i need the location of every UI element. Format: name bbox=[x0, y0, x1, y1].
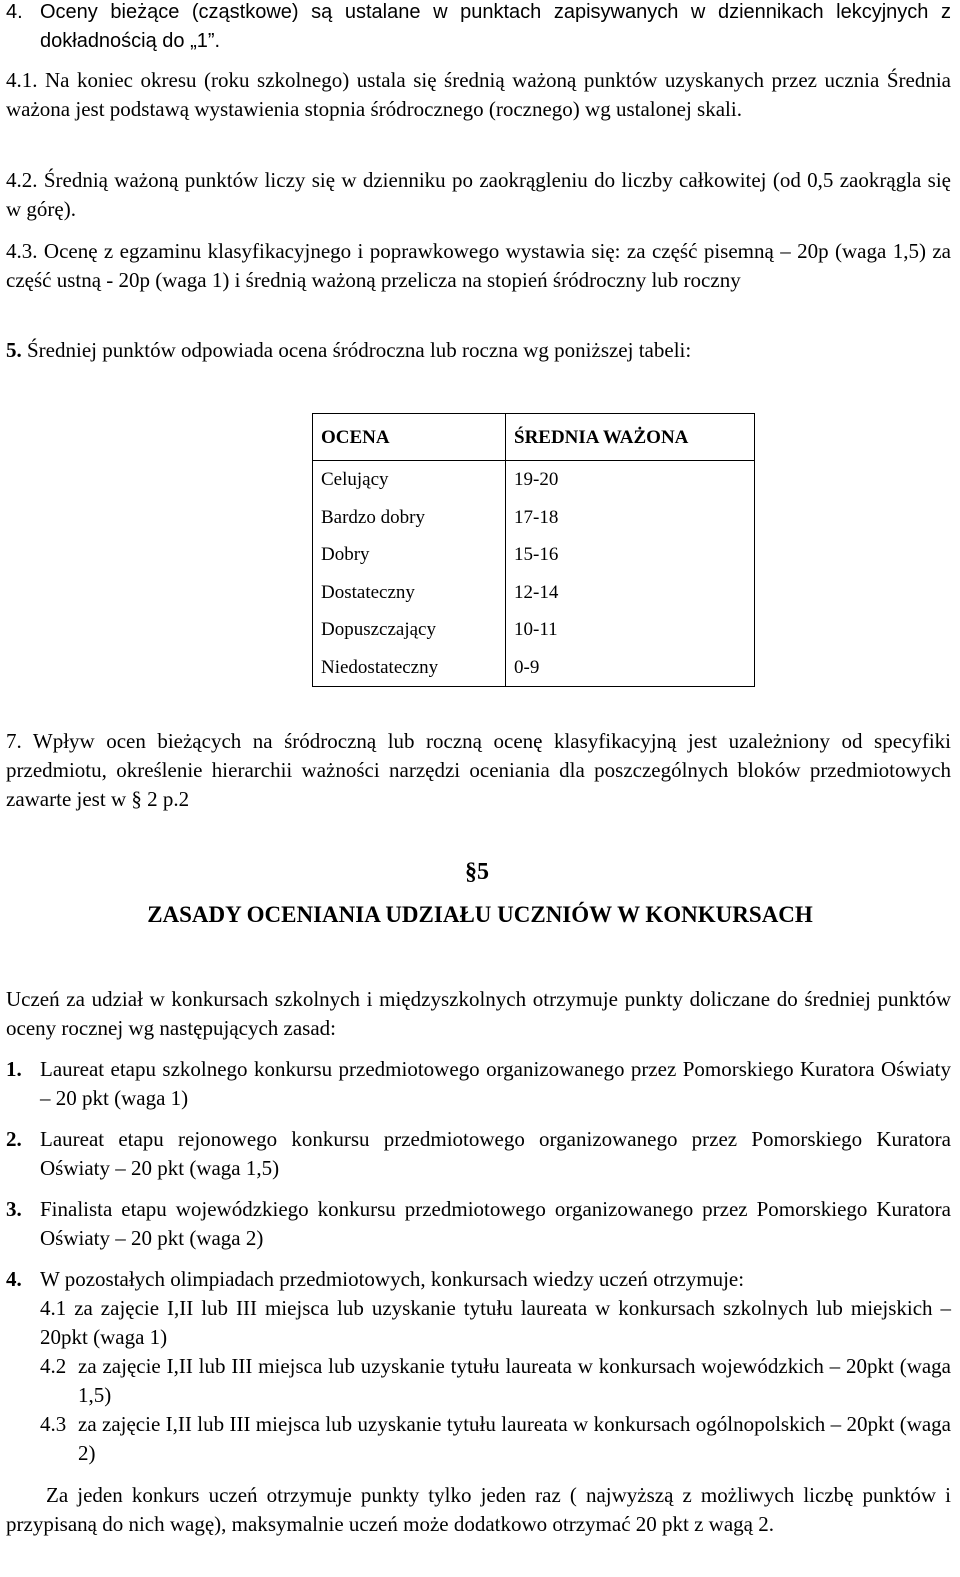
grade-cell: Dobry bbox=[313, 536, 506, 574]
item-5-text: Średniej punktów odpowiada ocena śródroczna lub roczna wg poniższej tabeli: bbox=[27, 338, 692, 362]
table-row bbox=[313, 649, 755, 687]
intro-paragraph: Uczeń za udział w konkursach szkolnych i międzyszkolnych otrzymuje punkty doliczane do średniej punktów oceny rocznej wg następujących zasad: bbox=[6, 987, 951, 1040]
sub-item-text: za zajęcie I,II lub III miejsca lub uzyskanie tytułu laureata w konkursach wojewódzkich – 20pkt (waga 1,5) bbox=[78, 1354, 951, 1407]
sub-item-number: 4.3 bbox=[40, 1412, 67, 1436]
list-item bbox=[6, 1055, 951, 1113]
item-5 bbox=[6, 336, 951, 365]
table-row bbox=[313, 499, 755, 537]
item-4-3: 4.3. Ocenę z egzaminu klasyfikacyjnego i poprawkowego wystawia się: za część pisemną – 20p (waga 1,5) za część ustną - 20p (waga 1) i średnią ważoną przelicza na stopień śródroczny lub roczny bbox=[6, 239, 951, 292]
grades-table bbox=[312, 413, 755, 687]
list-item-number: 4. bbox=[6, 1267, 22, 1291]
list-item-text: Laureat etapu rejonowego konkursu przedmiotowego organizowanego przez Pomorskiego Kuratora Oświaty – 20 pkt (waga 1,5) bbox=[40, 1127, 951, 1180]
item-4-text: Oceny bieżące (cząstkowe) są ustalane w punktach zapisywanych w dziennikach lekcyjnych z dokładnością do „1”. bbox=[40, 1, 951, 52]
item-4-number: 4. bbox=[6, 1, 23, 23]
closing-paragraph: Za jeden konkurs uczeń otrzymuje punkty tylko jeden raz ( najwyższą z możliwych liczbę punktów i przypisaną do nich wagę), maksymalnie uczeń może dodatkowo otrzymać 20 pkt z wagą 2. bbox=[6, 1483, 951, 1536]
range-cell: 10-11 bbox=[506, 611, 755, 649]
header-srednia: ŚREDNIA WAŻONA bbox=[506, 414, 755, 461]
list-item-number: 2. bbox=[6, 1127, 22, 1151]
list-item bbox=[6, 1265, 951, 1294]
item-4-2: 4.2. Średnią ważoną punktów liczy się w dzienniku po zaokrągleniu do liczby całkowitej (od 0,5 zaokrągla się w górę). bbox=[6, 168, 951, 221]
table-header-row bbox=[313, 414, 755, 461]
range-cell: 15-16 bbox=[506, 536, 755, 574]
list-item-text: W pozostałych olimpiadach przedmiotowych, konkursach wiedzy uczeń otrzymuje: bbox=[40, 1267, 745, 1291]
sub-item-text: za zajęcie I,II lub III miejsca lub uzyskanie tytułu laureata w konkursach ogólnopolskich – 20pkt (waga 2) bbox=[78, 1412, 951, 1465]
section-sign: §5 bbox=[465, 859, 489, 885]
range-cell: 0-9 bbox=[506, 649, 755, 687]
range-cell: 19-20 bbox=[506, 461, 755, 499]
table-row bbox=[313, 611, 755, 649]
table-row bbox=[313, 461, 755, 499]
item-7: 7. Wpływ ocen bieżących na śródroczną lub roczną ocenę klasyfikacyjną jest uzależniony od specyfiki przedmiotu, określenie hierarchii ważności narzędzi oceniania dla poszczególnych bloków przedmiotowych zawarte jest w § 2 p.2 bbox=[6, 729, 951, 811]
grade-cell: Dopuszczający bbox=[313, 611, 506, 649]
range-cell: 12-14 bbox=[506, 574, 755, 612]
range-cell: 17-18 bbox=[506, 499, 755, 537]
table-row bbox=[313, 574, 755, 612]
list-item-text: Finalista etapu wojewódzkiego konkursu przedmiotowego organizowanego przez Pomorskiego Kuratora Oświaty – 20 pkt (waga 2) bbox=[40, 1197, 951, 1250]
item-5-number: 5. bbox=[6, 338, 22, 362]
section-title: ZASADY OCENIANIA UDZIAŁU UCZNIÓW W KONKURSACH bbox=[147, 902, 813, 927]
sub-item-4-3 bbox=[40, 1410, 951, 1468]
list-item-number: 1. bbox=[6, 1057, 22, 1081]
item-4 bbox=[6, 0, 951, 56]
grade-cell: Dostateczny bbox=[313, 574, 506, 612]
list-item-number: 3. bbox=[6, 1197, 22, 1221]
grade-cell: Celujący bbox=[313, 461, 506, 499]
sub-item-4-1: 4.1 za zajęcie I,II lub III miejsca lub uzyskanie tytułu laureata w konkursach szkolnych lub miejskich – 20pkt (waga 1) bbox=[40, 1296, 951, 1349]
grade-cell: Bardzo dobry bbox=[313, 499, 506, 537]
list-item bbox=[6, 1195, 951, 1253]
header-ocena: OCENA bbox=[313, 414, 506, 461]
grade-cell: Niedostateczny bbox=[313, 649, 506, 687]
list-item-text: Laureat etapu szkolnego konkursu przedmiotowego organizowanego przez Pomorskiego Kuratora Oświaty – 20 pkt (waga 1) bbox=[40, 1057, 951, 1110]
sub-item-4-2 bbox=[40, 1352, 951, 1410]
list-item bbox=[6, 1125, 951, 1183]
sub-item-number: 4.2 bbox=[40, 1354, 67, 1378]
item-4-1: 4.1. Na koniec okresu (roku szkolnego) ustala się średnią ważoną punktów uzyskanych przez ucznia Średnia ważona jest podstawą wystawienia stopnia śródrocznego (rocznego) wg ustalonej skali. bbox=[6, 68, 951, 121]
table-row bbox=[313, 536, 755, 574]
